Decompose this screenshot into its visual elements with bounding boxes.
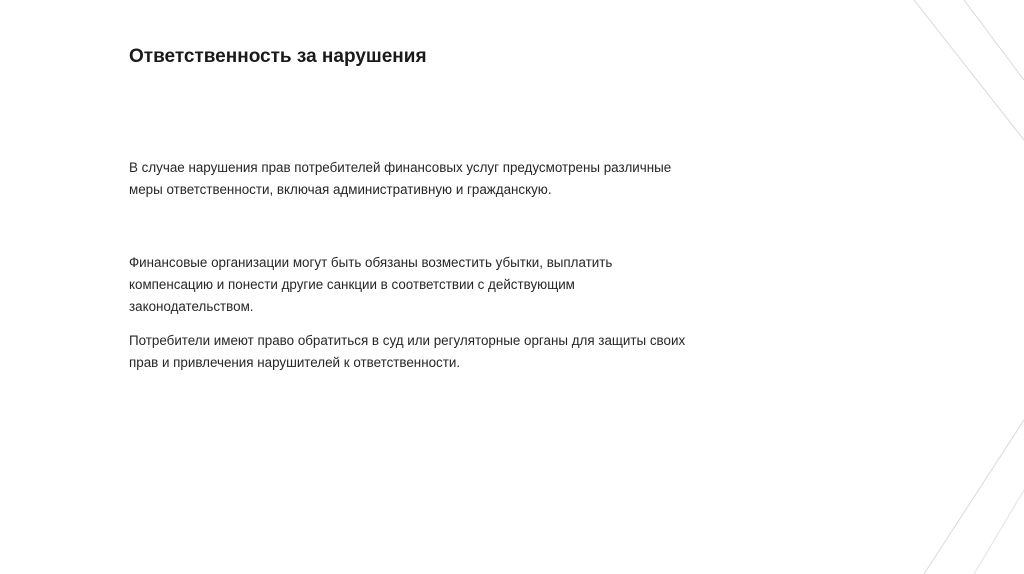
corner-decoration [904, 0, 1024, 574]
paragraph-right-to-court: Потребители имеют право обратиться в суд или регуляторные органы для защиты своих прав и привлечения нарушителей к ответственности. [129, 333, 686, 370]
paragraph-liability-measures: В случае нарушения прав потребителей финансовых услуг предусмотрены различные меры ответственности, включая административную и гражданскую. [129, 160, 672, 197]
paragraph-compensation: Финансовые организации могут быть обязаны возместить убытки, выплатить компенсацию и понести другие санкции в соответствии с действующим законодательством. [129, 255, 613, 314]
slide-title: Ответственность за нарушения [129, 46, 427, 67]
